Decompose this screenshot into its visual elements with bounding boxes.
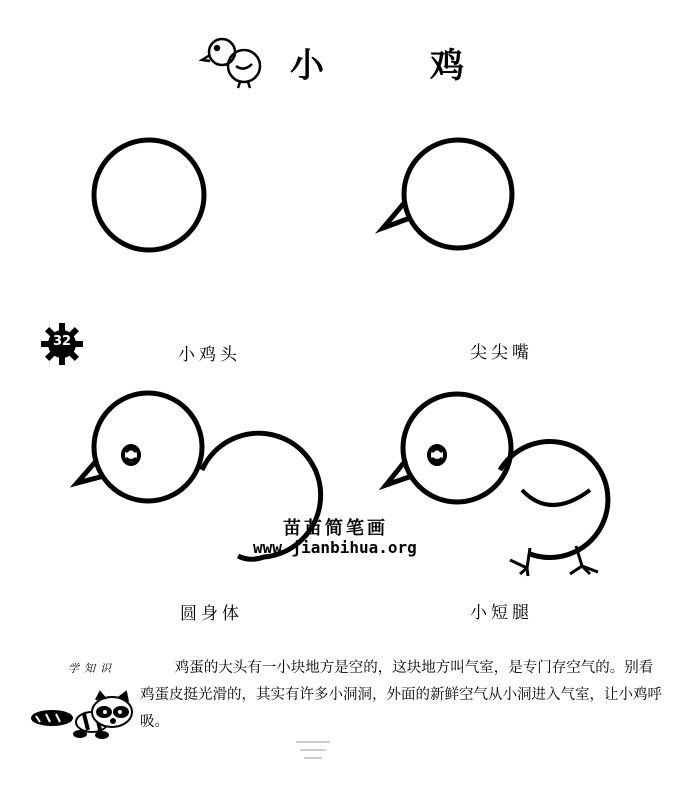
tip-label: 学知识: [68, 662, 116, 675]
step2-drawing: [383, 140, 512, 248]
step4-leg-left: [510, 548, 530, 576]
bottom-decoration: [296, 742, 330, 758]
step4-eye-pupil: [432, 449, 442, 461]
step2-caption: 尖尖嘴: [470, 343, 533, 363]
step4-wing: [522, 490, 590, 505]
title-chick-icon: [202, 39, 260, 88]
watermark-url: www.jianbihua.org: [253, 538, 417, 557]
step4-body-circle: [500, 442, 608, 558]
tip-text: 鸡蛋的大头有一小块地方是空的，这块地方叫气室，是专门存空气的。别看鸡蛋皮挺光滑的，其实有许多小洞洞，外面的新鲜空气从小洞进入气室，让小鸡呼吸。: [140, 660, 662, 730]
step4-head-circle: [403, 394, 511, 502]
step2-head-circle: [404, 140, 512, 248]
watermark-name: 苗苗简笔画: [283, 518, 388, 539]
page-title: 小 鸡: [290, 46, 500, 86]
step4-drawing: [386, 394, 608, 576]
page-number: 32: [52, 334, 72, 349]
step1-head-circle: [94, 140, 204, 250]
step3-caption: 圆身体: [180, 604, 243, 624]
raccoon-illustration: [32, 692, 132, 738]
step1-caption: 小鸡头: [178, 345, 241, 365]
step3-eye-pupil: [126, 449, 136, 461]
step4-caption: 小短腿: [470, 603, 533, 623]
step3-head-circle: [94, 393, 202, 501]
